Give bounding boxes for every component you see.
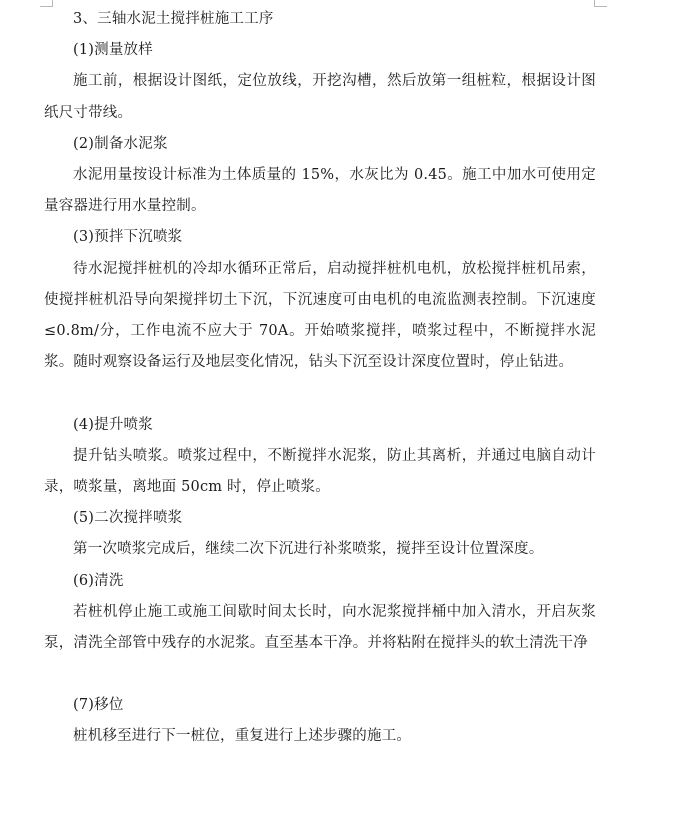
step-text-2: 水泥用量按设计标准为土体质量的 15%，水灰比为 0.45。施工中加水可使用定量容器进行用水量控制。 [44, 166, 596, 215]
step-text-3: 待水泥搅拌桩机的冷却水循环正常后，启动搅拌桩机电机，放松搅拌桩机吊索，使搅拌桩机沿导向架搅拌切土下沉，下沉速度可由电机的电流监测表控制。下沉速度≤0.8m/分，工作电流不应大于 70A。开始喷浆搅拌，喷浆过程中，不断搅拌水泥浆。随时观察设备运行及地层变化情况，钻头下沉至设计深度位置时，停止钻进。 [44, 260, 596, 371]
step-heading-2: (2)制备水泥浆 [73, 135, 168, 152]
step-heading-3: (3)预拌下沉喷浆 [73, 229, 183, 246]
step-heading-1: (1)测量放样 [73, 42, 153, 59]
step-text-7: 桩机移至进行下一桩位，重复进行上述步骤的施工。 [73, 728, 412, 745]
step-text-5: 第一次喷浆完成后，继续二次下沉进行补浆喷浆，搅拌至设计位置深度。 [73, 541, 544, 558]
step-text-6: 若桩机停止施工或施工间歇时间太长时，向水泥浆搅拌桶中加入清水，开启灰浆泵，清洗全部管中残存的水泥浆。直至基本干净。并将粘附在搅拌头的软土清洗干净 [44, 603, 596, 651]
section-title: 3、三轴水泥土搅拌桩施工工序 [73, 11, 274, 27]
step-heading-6: (6)清洗 [73, 572, 124, 589]
step-heading-5: (5)二次搅拌喷浆 [73, 510, 183, 527]
step-heading-7: (7)移位 [73, 697, 124, 714]
step-heading-4: (4)提升喷浆 [73, 416, 153, 433]
document-body [44, 4, 596, 753]
step-text-4: 提升钻头喷浆。喷浆过程中，不断搅拌水泥浆，防止其离析，并通过电脑自动计录，喷浆量，离地面 50cm 时，停止喷浆。 [44, 447, 596, 495]
step-text-1: 施工前，根据设计图纸，定位放线，开挖沟槽，然后放第一组桩粒，根据设计图纸尺寸带线。 [44, 73, 596, 121]
